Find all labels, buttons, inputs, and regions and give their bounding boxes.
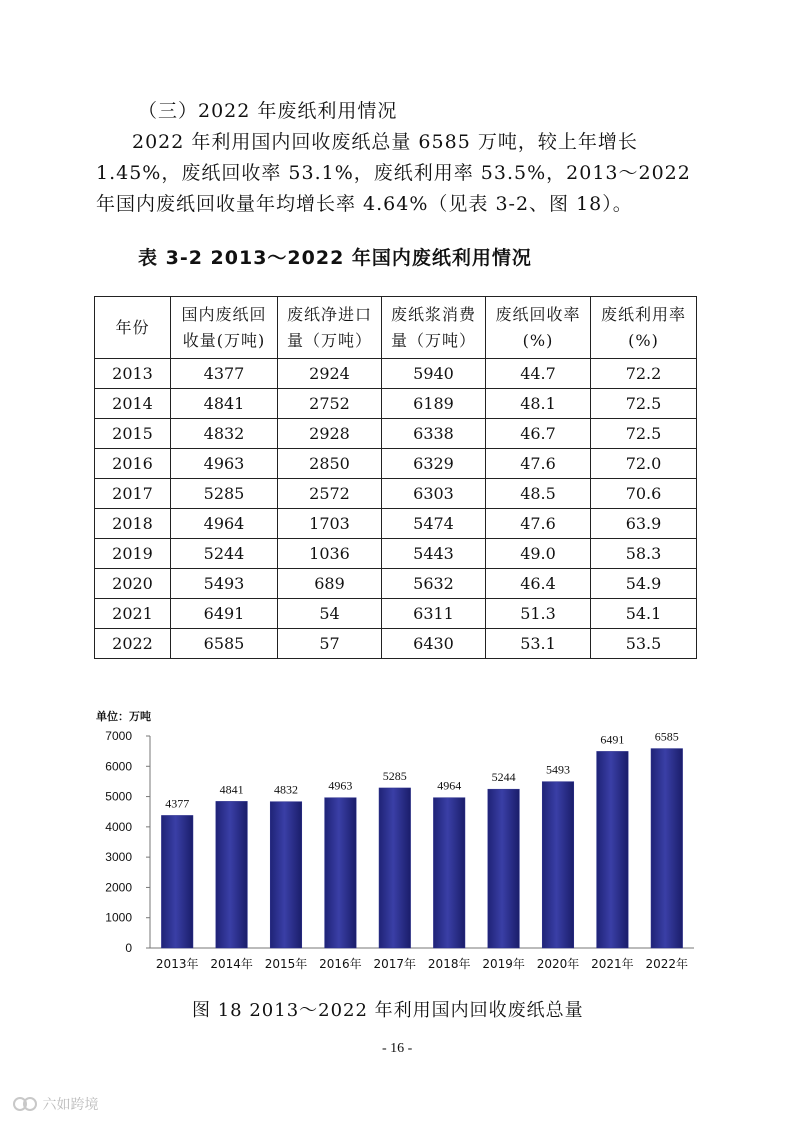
bar [270, 802, 302, 948]
page-number: - 16 - [382, 1041, 413, 1056]
bar-value-label: 4377 [165, 796, 190, 811]
value-cell: 46.4 [486, 569, 591, 599]
table-row [95, 359, 697, 389]
value-cell: 5474 [382, 509, 486, 539]
table-row [95, 629, 697, 659]
value-cell: 2924 [278, 359, 382, 389]
header-recovery-amount: 国内废纸回 收量(万吨) [171, 297, 278, 359]
value-cell: 72.2 [591, 359, 697, 389]
bar-value-label: 4832 [274, 782, 298, 797]
y-tick-label: 5000 [105, 789, 132, 804]
table-row [95, 569, 697, 599]
year-cell: 2021 [95, 599, 171, 629]
year-cell: 2019 [95, 539, 171, 569]
x-tick-label: 2020年 [536, 957, 580, 971]
x-tick-label: 2016年 [319, 957, 362, 971]
watermark-text: 六如跨境 [42, 1097, 99, 1113]
value-cell: 53.1 [486, 629, 591, 659]
bar-value-label: 5244 [491, 770, 516, 785]
x-tick-label: 2022年 [645, 957, 689, 971]
value-cell: 54 [278, 599, 382, 629]
value-cell: 54.1 [591, 599, 697, 629]
value-cell: 47.6 [486, 449, 591, 479]
body-line-2: 1.45%，废纸回收率 53.1%，废纸利用率 53.5%，2013～2022 [96, 162, 691, 184]
value-cell: 6189 [382, 389, 486, 419]
y-tick-label: 3000 [105, 850, 132, 865]
bar [161, 815, 193, 948]
y-tick-label: 0 [125, 941, 132, 955]
value-cell: 5443 [382, 539, 486, 569]
body-line-3: 年国内废纸回收量年均增长率 4.64%（见表 3-2、图 18）。 [96, 193, 633, 215]
value-cell: 72.5 [591, 389, 697, 419]
y-tick-label: 7000 [105, 729, 132, 743]
watermark [12, 1094, 98, 1114]
value-cell: 5285 [171, 479, 278, 509]
bar-value-label: 6585 [654, 729, 679, 744]
value-cell: 51.3 [486, 599, 591, 629]
table-row [95, 539, 697, 569]
chart-unit-label: 单位：万吨 [96, 710, 151, 723]
value-cell: 58.3 [591, 539, 697, 569]
value-cell: 6338 [382, 419, 486, 449]
year-cell: 2013 [95, 359, 171, 389]
data-table [94, 296, 697, 659]
value-cell: 48.5 [486, 479, 591, 509]
value-cell: 5244 [171, 539, 278, 569]
bar [488, 789, 520, 948]
table-row [95, 599, 697, 629]
value-cell: 53.5 [591, 629, 697, 659]
header-pulp-consumption: 废纸浆消费 量（万吨） [382, 297, 486, 359]
value-cell: 4963 [171, 449, 278, 479]
y-tick-label: 6000 [105, 759, 132, 774]
table-row [95, 479, 697, 509]
value-cell: 6585 [171, 629, 278, 659]
value-cell: 5493 [171, 569, 278, 599]
value-cell: 48.1 [486, 389, 591, 419]
bar-value-label: 4963 [328, 778, 353, 793]
table-title: 表 3-2 2013～2022 年国内废纸利用情况 [138, 247, 532, 269]
x-tick-label: 2018年 [427, 957, 471, 971]
y-tick-label: 2000 [105, 880, 132, 895]
value-cell: 54.9 [591, 569, 697, 599]
x-tick-label: 2019年 [482, 957, 525, 971]
value-cell: 5632 [382, 569, 486, 599]
value-cell: 4377 [171, 359, 278, 389]
header-utilization-rate: 废纸利用率 (%) [591, 297, 697, 359]
bar [216, 801, 248, 948]
bar-value-label: 6491 [600, 732, 625, 747]
section-heading: （三）2022 年废纸利用情况 [138, 100, 398, 122]
value-cell: 6430 [382, 629, 486, 659]
value-cell: 6491 [171, 599, 278, 629]
value-cell: 2752 [278, 389, 382, 419]
header-net-import: 废纸净进口 量（万吨） [278, 297, 382, 359]
value-cell: 6329 [382, 449, 486, 479]
body-line-1: 2022 年利用国内回收废纸总量 6585 万吨，较上年增长 [132, 131, 638, 153]
table-header-row [95, 297, 697, 359]
value-cell: 72.5 [591, 419, 697, 449]
header-year: 年份 [95, 297, 171, 359]
value-cell: 1703 [278, 509, 382, 539]
table-row [95, 419, 697, 449]
value-cell: 63.9 [591, 509, 697, 539]
bar-value-label: 4841 [219, 782, 244, 797]
value-cell: 57 [278, 629, 382, 659]
value-cell: 2572 [278, 479, 382, 509]
bar-value-label: 4964 [437, 778, 462, 793]
value-cell: 689 [278, 569, 382, 599]
x-tick-label: 2014年 [210, 957, 253, 971]
y-tick-label: 4000 [105, 819, 132, 834]
bar [325, 798, 357, 948]
figure-caption: 图 18 2013～2022 年利用国内回收废纸总量 [192, 1000, 584, 1021]
value-cell: 6303 [382, 479, 486, 509]
year-cell: 2015 [95, 419, 171, 449]
value-cell: 46.7 [486, 419, 591, 449]
value-cell: 5940 [382, 359, 486, 389]
x-tick-label: 2013年 [155, 957, 199, 971]
value-cell: 70.6 [591, 479, 697, 509]
value-cell: 72.0 [591, 449, 697, 479]
bar [379, 788, 411, 948]
table-row [95, 449, 697, 479]
value-cell: 47.6 [486, 509, 591, 539]
x-tick-label: 2015年 [264, 957, 308, 971]
header-recovery-rate: 废纸回收率 (%) [486, 297, 591, 359]
year-cell: 2022 [95, 629, 171, 659]
y-tick-label: 1000 [105, 910, 132, 925]
watermark-logo-icon [12, 1095, 38, 1113]
value-cell: 2850 [278, 449, 382, 479]
year-cell: 2017 [95, 479, 171, 509]
value-cell: 2928 [278, 419, 382, 449]
value-cell: 6311 [382, 599, 486, 629]
value-cell: 1036 [278, 539, 382, 569]
value-cell: 4964 [171, 509, 278, 539]
x-tick-label: 2017年 [373, 957, 417, 971]
year-cell: 2016 [95, 449, 171, 479]
bar-value-label: 5285 [382, 768, 407, 783]
year-cell: 2018 [95, 509, 171, 539]
chart-svg [90, 700, 710, 990]
bar [542, 782, 574, 948]
bar [651, 749, 683, 948]
bar [433, 798, 465, 948]
value-cell: 4832 [171, 419, 278, 449]
value-cell: 49.0 [486, 539, 591, 569]
table-row [95, 389, 697, 419]
table-row [95, 509, 697, 539]
x-tick-label: 2021年 [591, 957, 634, 971]
value-cell: 44.7 [486, 359, 591, 389]
bar-chart [90, 700, 710, 990]
bar-value-label: 5493 [546, 762, 570, 777]
value-cell: 4841 [171, 389, 278, 419]
year-cell: 2020 [95, 569, 171, 599]
bar [597, 751, 629, 948]
year-cell: 2014 [95, 389, 171, 419]
